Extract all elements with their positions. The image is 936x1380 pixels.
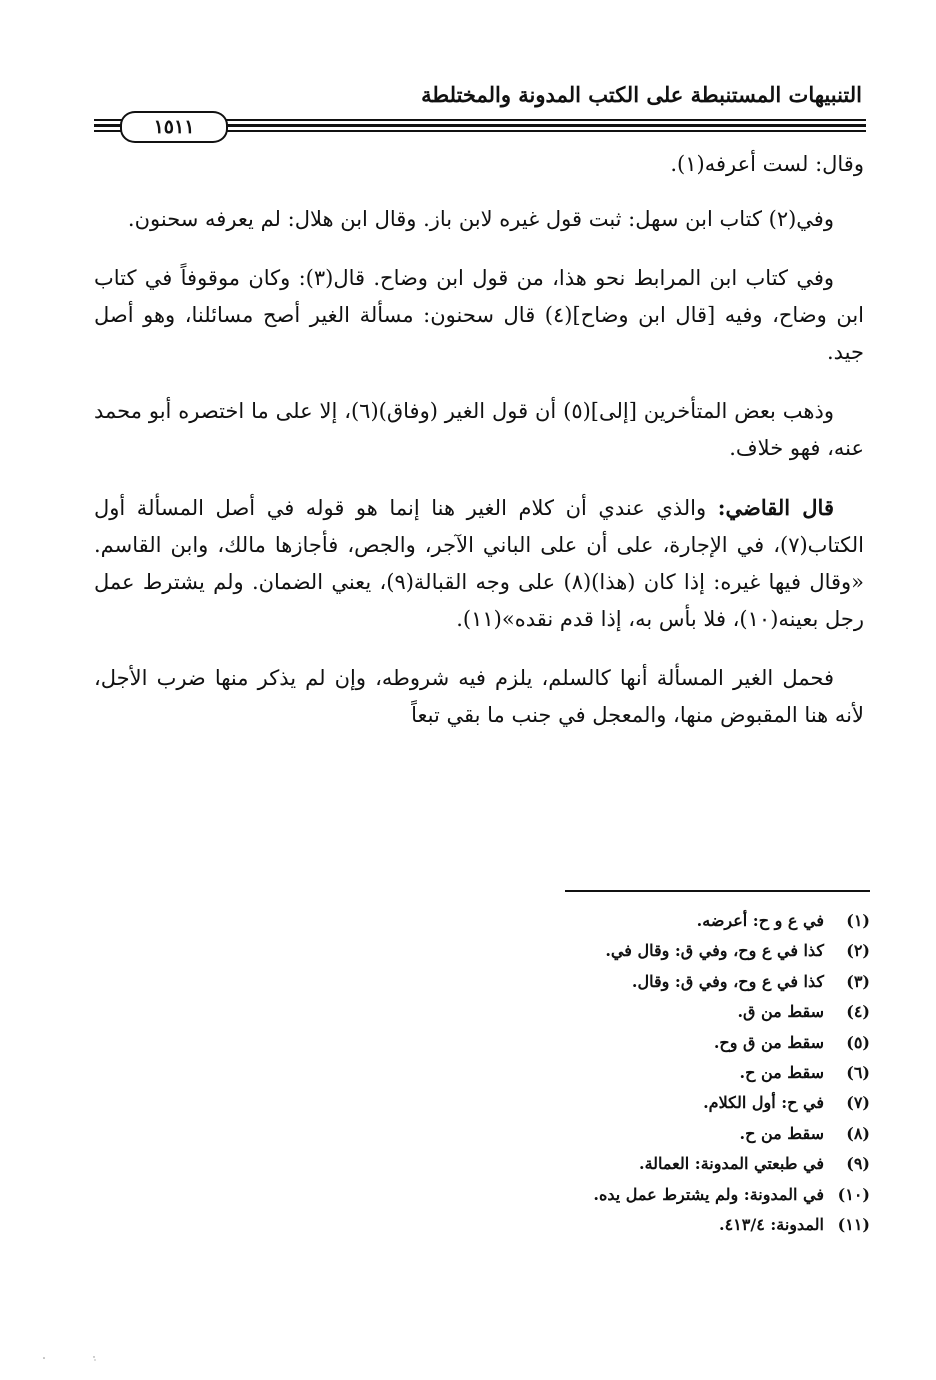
footnote-text: كذا في ع وح، وفي ق: وقال. (631, 971, 824, 991)
footnote-separator (565, 890, 870, 892)
footnote-number: (١١) (837, 1215, 870, 1235)
paragraph-2: وفي(٢) كتاب ابن سهل: ثبت قول غيره لابن باز. وقال ابن هلال: لم يعرفه سحنون. (127, 207, 834, 231)
running-title: التنبيهات المستنبطة على الكتب المدونة والمختلطة (421, 82, 862, 107)
footnote (270, 936, 870, 966)
footnote-text: في ع و ح: أعرضه. (696, 911, 824, 930)
footnote (270, 1119, 870, 1149)
page-number-cartouche (120, 111, 228, 143)
speaker-label: قال القاضي: (717, 495, 834, 520)
paragraph-6: فحمل الغير المسألة أنها كالسلم، يلزم فيه شروطه، وإن لم يذكر منها ضرب الأجل، لأنه هنا المقبوض منها، والمعجل في جنب ما بقي تبعاً (94, 666, 864, 727)
footnote-text: في طبعتي المدونة: العمالة. (639, 1154, 824, 1174)
footnote-number: (٦) (846, 1063, 870, 1083)
footnote (270, 1180, 870, 1210)
paragraph-4: وذهب بعض المتأخرين [إلى](٥) أن قول الغير (وفاق)(٦)، إلا على ما اختصره أبو محمد عنه، فهو خلاف. (94, 399, 864, 460)
scan-specks (40, 1355, 100, 1361)
footnote-text: في ح: أول الكلام. (703, 1093, 824, 1113)
footnote-text: سقط من ح. (739, 1123, 824, 1143)
footnote-number: (٩) (846, 1154, 870, 1174)
footnote (270, 997, 870, 1027)
footnote-number: (٨) (846, 1123, 870, 1143)
paragraph-5-text: والذي عندي أن كلام الغير هنا إنما هو قوله في أصل المسألة أول الكتاب(٧)، في الإجارة، على أن على الباني الآجر، والجص، فأجازها مالك، وابن القاسم. «وقال فيها غيره: إذا كان (هذا)(٨) على وجه القبالة(٩)، يعني الضمان. ولم يشترط عمل رجل بعينه(١٠)، فلا بأس به، إذا قدم نقده»(١١). (94, 496, 864, 631)
footnote-text: في المدونة: ولم يشترط عمل يده. (593, 1184, 824, 1204)
paragraph-3: وفي كتاب ابن المرابط نحو هذا، من قول ابن وضاح. قال(٣): وكان موقوفاً في كتاب ابن وضاح، وفيه [قال ابن وضاح](٤) قال سحنون: مسألة الغير أصح مسائلنا، وهو أصل جيد. (94, 266, 864, 364)
footnote (270, 1149, 870, 1179)
footnote-text: كذا في ع وح، وفي ق: وقال في. (605, 941, 824, 961)
footnote (270, 1210, 870, 1240)
footnote-number: (٢) (846, 941, 870, 961)
page-number: ١٥١١ (153, 116, 195, 138)
footnote-text: سقط من ق وح. (713, 1032, 824, 1052)
footnote-number: (٧) (846, 1093, 870, 1113)
footnote-text: سقط من ح. (739, 1063, 824, 1083)
footnote-text: المدونة: ٤١٣/٤. (719, 1215, 824, 1235)
paragraph-1: وقال: لست أعرفه(١). (670, 152, 864, 176)
footnotes (270, 906, 870, 1240)
footnote-text: سقط من ق. (737, 1002, 824, 1022)
footnote-number: (١) (846, 911, 870, 930)
footnote-number: (٥) (846, 1032, 870, 1052)
paragraph-5 (94, 489, 864, 638)
footnote (270, 1088, 870, 1118)
footnote-number: (٣) (846, 971, 870, 991)
footnote (270, 967, 870, 997)
footnote (270, 906, 870, 936)
footnote (270, 1028, 870, 1058)
footnote (270, 1058, 870, 1088)
footnote-number: (١٠) (837, 1184, 870, 1204)
main-text (94, 146, 864, 756)
footnote-number: (٤) (846, 1002, 870, 1022)
